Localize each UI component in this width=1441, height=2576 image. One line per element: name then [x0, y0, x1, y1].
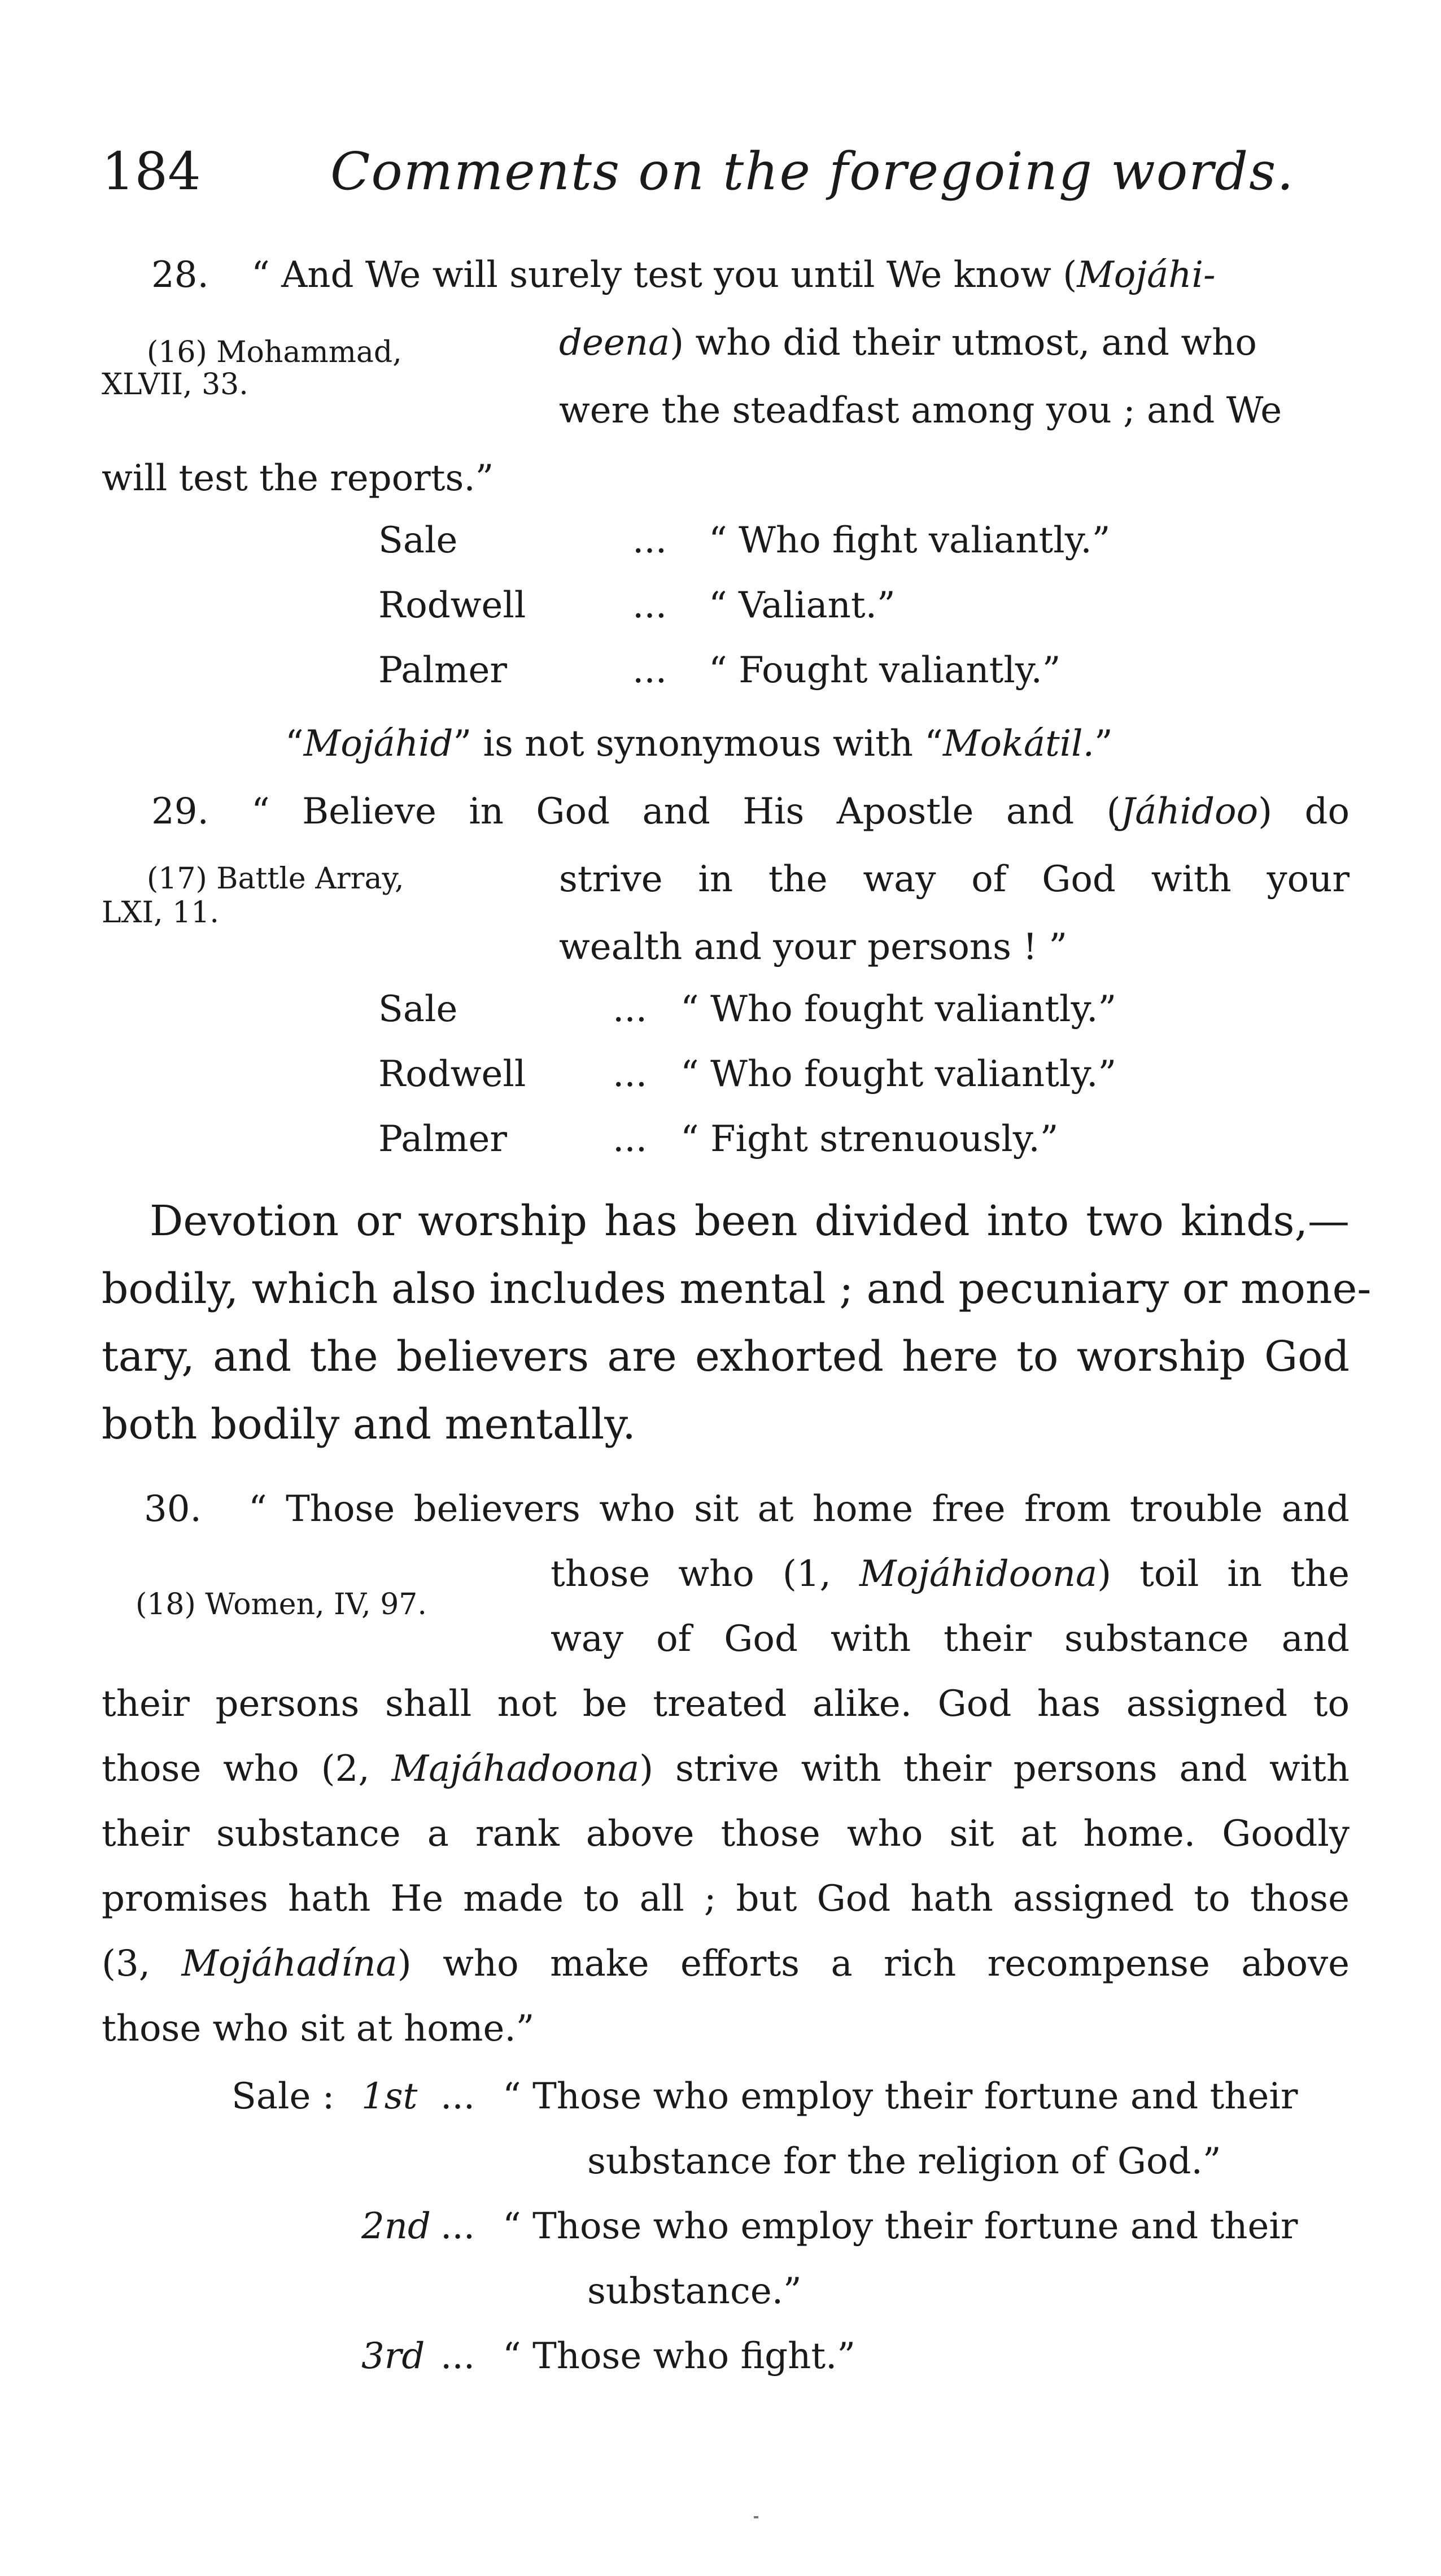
ordinal: 2nd — [361, 2205, 431, 2247]
arabic-term: Majáhadoona — [391, 1748, 640, 1790]
verse-30-line-8: (3, Mojáhadína) who make efforts a rich recompense above — [102, 1943, 1350, 1985]
translation-text: “ Those who employ their fortune and their — [503, 2205, 1298, 2247]
side-reference: (16) Mohammad, — [147, 335, 402, 369]
translation-text: “ Who fight valiantly.” — [709, 520, 1111, 561]
verse-29-line-1: “ Believe in God and His Apostle and (Jáhidoo) do — [251, 791, 1350, 832]
running-title: Comments on the foregoing words. — [330, 141, 1295, 202]
arabic-term: deena — [559, 322, 670, 364]
translator-name: Rodwell — [378, 1053, 526, 1095]
verse-30-number: 30. — [144, 1488, 202, 1530]
translator-name: Sale — [378, 988, 458, 1030]
commentary-line: bodily, which also includes mental ; and pecuniary or mone- — [102, 1265, 1372, 1313]
translator-name: Rodwell — [378, 585, 526, 626]
side-reference: (17) Battle Array, — [147, 862, 404, 896]
verse-28-line-1: “ And We will surely test you until We know (Mojáhi- — [251, 254, 1216, 296]
verse-28-number: 28. — [151, 254, 209, 296]
translator-name: Palmer — [378, 1118, 507, 1160]
verse-30-line-4: their persons shall not be treated alike. God has assigned to — [102, 1683, 1350, 1725]
arabic-term: Mojáhadína — [181, 1943, 398, 1985]
side-reference: (18) Women, IV, 97. — [136, 1588, 427, 1622]
commentary-line: tary, and the believers are exhorted here to worship God — [102, 1332, 1350, 1381]
ink-speck — [754, 2516, 758, 2518]
leader-dots: ... — [440, 2076, 475, 2117]
verse-30-line-2: those who (1, Mojáhidoona) toil in the — [551, 1553, 1350, 1595]
leader-dots: ... — [613, 988, 648, 1030]
verse-28-line-4: will test the reports.” — [102, 457, 494, 499]
commentary-line: both bodily and mentally. — [102, 1400, 636, 1449]
commentary-line: Devotion or worship has been divided into two kinds,— — [150, 1197, 1350, 1245]
translation-text: “ Those who employ their fortune and their — [503, 2076, 1298, 2117]
side-reference: XLVII, 33. — [102, 368, 248, 402]
translation-text-cont: substance.” — [587, 2270, 802, 2312]
verse-30-line-9: those who sit at home.” — [102, 2008, 535, 2050]
leader-dots: ... — [613, 1118, 648, 1160]
leader-dots: ... — [440, 2335, 475, 2377]
arabic-term: Jáhidoo — [1120, 791, 1259, 832]
synonym-remark: “Mojáhid” is not synonymous with “Mokátil.” — [285, 723, 1113, 765]
leader-dots: ... — [440, 2205, 475, 2247]
translation-text: “ Those who fight.” — [503, 2335, 856, 2377]
verse-29-line-2: strive in the way of God with your — [559, 858, 1350, 900]
leader-dots: ... — [632, 650, 667, 691]
leader-dots: ... — [632, 585, 667, 626]
leader-dots: ... — [632, 520, 667, 561]
translation-text: “ Valiant.” — [709, 585, 896, 626]
arabic-term: Mojáhidoona — [859, 1553, 1098, 1595]
verse-29-number: 29. — [151, 791, 209, 832]
ordinal: 1st — [361, 2076, 418, 2117]
translation-text: “ Fought valiantly.” — [709, 650, 1061, 691]
verse-30-line-1: “ Those believers who sit at home free from trouble and — [248, 1488, 1350, 1530]
verse-30-line-5: those who (2, Majáhadoona) strive with their persons and with — [102, 1748, 1350, 1790]
page-number: 184 — [102, 141, 201, 202]
verse-30-line-3: way of God with their substance and — [551, 1618, 1350, 1660]
verse-28-line-2: deena) who did their utmost, and who — [559, 322, 1257, 364]
translator-name: Sale — [378, 520, 458, 561]
verse-28-line-3: were the steadfast among you ; and We — [559, 390, 1282, 431]
verse-30-line-6: their substance a rank above those who sit at home. Goodly — [102, 1813, 1350, 1855]
verse-29-line-3: wealth and your persons ! ” — [559, 926, 1068, 968]
leader-dots: ... — [613, 1053, 648, 1095]
translation-text-cont: substance for the religion of God.” — [587, 2141, 1221, 2182]
translation-text: “ Who fought valiantly.” — [680, 988, 1117, 1030]
translator-name: Palmer — [378, 650, 507, 691]
arabic-term: Mojáhi- — [1077, 254, 1216, 296]
translation-text: “ Fight strenuously.” — [680, 1118, 1059, 1160]
ordinal: 3rd — [361, 2335, 425, 2377]
translation-text: “ Who fought valiantly.” — [680, 1053, 1117, 1095]
translator-name: Sale : — [232, 2076, 335, 2117]
side-reference: LXI, 11. — [102, 896, 219, 930]
verse-30-line-7: promises hath He made to all ; but God hath assigned to those — [102, 1878, 1350, 1920]
